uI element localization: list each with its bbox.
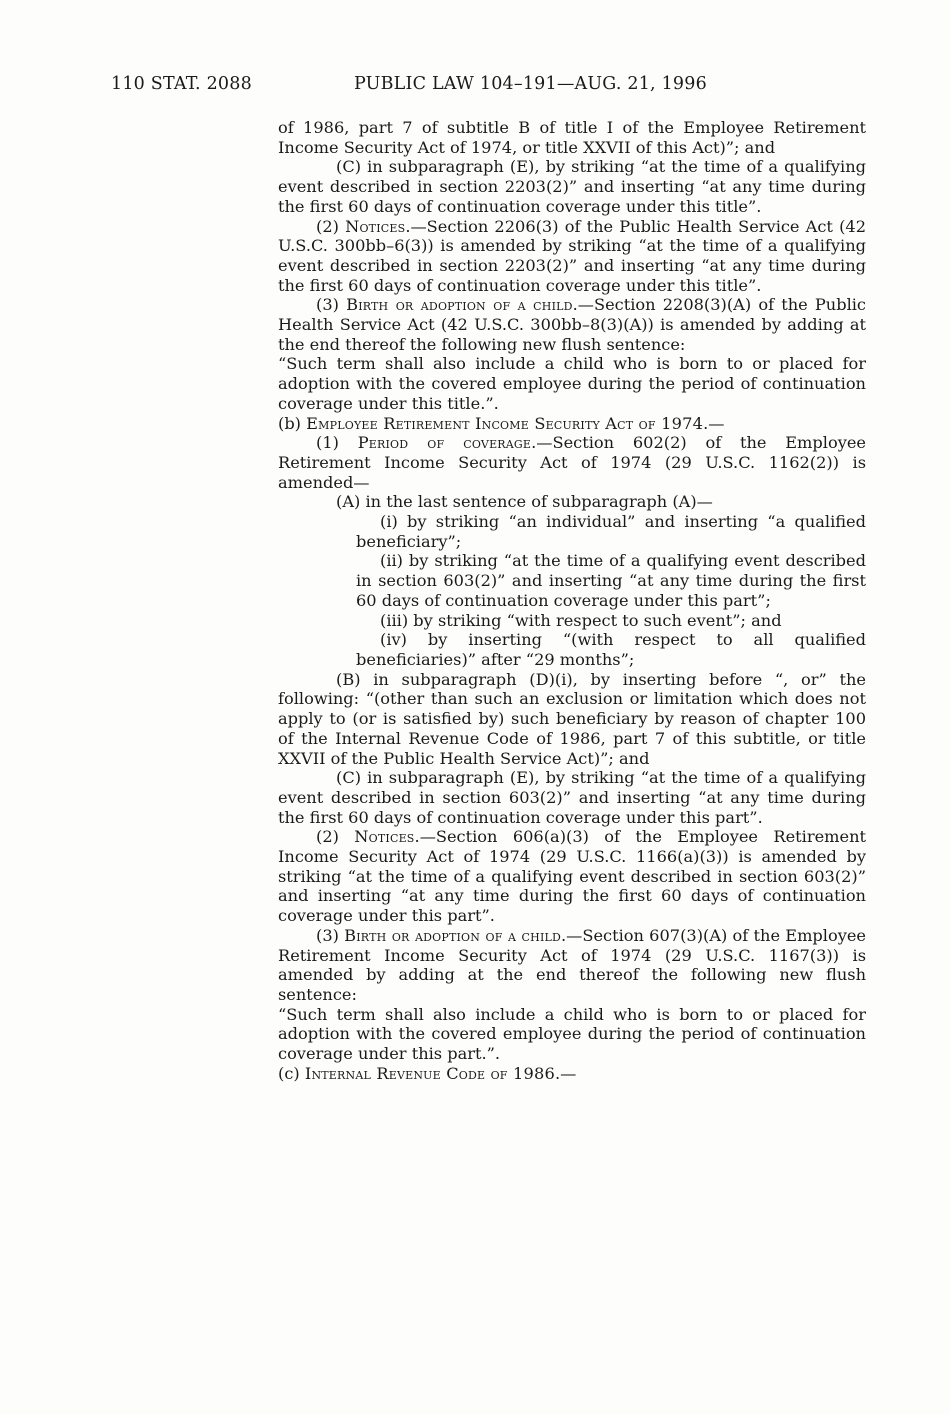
paragraph-text: .—Section 2208(3)(A) of the Public Health Service Act (42 U.S.C. 300bb–8(3)(A)) is amended by adding at the end thereof the following new flush sentence: bbox=[278, 295, 866, 354]
paragraph-text: (ii) by striking “at the time of a qualifying event described in section 603(2)” and inserting “at any time during the first 60 days of continuation coverage under this part”; bbox=[356, 551, 866, 610]
statute-reference: 110 STAT. 2088 bbox=[111, 74, 252, 94]
paragraph-heading: Birth or adoption of a child bbox=[344, 925, 562, 945]
paragraph-text: .—Section 607(3)(A) of the Employee Retirement Income Security Act of 1974 (29 U.S.C. 1167(3)) is amended by adding at the end thereof the following new flush sentence: bbox=[278, 925, 867, 1004]
paragraph-text: (iv) by inserting “(with respect to all qualified beneficiaries)” after “29 months”; bbox=[356, 630, 866, 669]
subsection-b-heading bbox=[278, 414, 866, 434]
paragraph-number: (2) bbox=[316, 216, 346, 236]
paragraph-text: (i) by striking “an individual” and inserting “a qualified beneficiary”; bbox=[356, 512, 866, 551]
paragraph-number: (3) bbox=[316, 295, 347, 315]
paragraph-text: (C) in subparagraph (E), by striking “at the time of a qualifying event described in section 603(2)” and inserting “at any time during the first 60 days of continuation coverage under this part”. bbox=[278, 768, 866, 827]
clause-iii bbox=[278, 611, 866, 631]
paragraph-text: .— bbox=[703, 413, 725, 433]
subsection-heading: Internal Revenue Code of 1986 bbox=[304, 1063, 555, 1083]
paragraph-notices-2 bbox=[278, 827, 866, 926]
law-title: PUBLIC LAW 104–191—AUG. 21, 1996 bbox=[354, 74, 707, 94]
paragraph-text: “Such term shall also include a child who is born to or placed for adoption with the covered employee during the period of continuation coverage under this title.”. bbox=[278, 354, 866, 413]
paragraph-heading: Notices bbox=[345, 216, 406, 236]
paragraph-period-of-coverage bbox=[278, 433, 866, 492]
subparagraph-b bbox=[278, 670, 866, 769]
paragraph-text: (iii) by striking “with respect to such event”; and bbox=[380, 610, 782, 630]
paragraph-text: (C) in subparagraph (E), by striking “at the time of a qualifying event described in section 2203(2)” and inserting “at any time during the first 60 days of continuation coverage under this title”. bbox=[278, 157, 866, 216]
paragraph-heading: Birth or adoption of a child bbox=[346, 295, 573, 315]
flush-sentence-2 bbox=[278, 1005, 866, 1064]
clause-iv bbox=[278, 630, 866, 669]
clause-ii bbox=[278, 551, 866, 610]
paragraph-text: .—Section 602(2) of the Employee Retirement Income Security Act of 1974 (29 U.S.C. 1162(2)) is amended— bbox=[278, 433, 866, 492]
paragraph-number: (3) bbox=[316, 925, 345, 945]
paragraph-heading: Period of coverage bbox=[357, 433, 532, 453]
flush-sentence bbox=[278, 354, 866, 413]
paragraph-text: .— bbox=[554, 1063, 577, 1083]
clause-i bbox=[278, 512, 866, 551]
paragraph-text: .—Section 2206(3) of the Public Health Service Act (42 U.S.C. 300bb–6(3)) is amended by striking “at the time of a qualifying event described in section 2203(2)” and inserting “at any time during the first 60 days of continuation coverage under this title”. bbox=[278, 216, 867, 295]
running-head bbox=[111, 74, 871, 98]
subsection-number: (c) bbox=[278, 1063, 305, 1083]
paragraph-text: of 1986, part 7 of subtitle B of title I of the Employee Retirement Income Security Act of 1974, or title XXVII of this Act)”; and bbox=[278, 118, 866, 157]
paragraph-text: (B) in subparagraph (D)(i), by inserting before “, or” the following: “(other than such an exclusion or limitation which does not apply to (or is satisfied by) such beneficiary by reason of chapter 100 of the Internal Revenue Code of 1986, part 7 of this subtitle, or title XXVII of the Public Health Service Act)”; and bbox=[278, 669, 866, 768]
subsection-c-heading bbox=[278, 1064, 866, 1084]
paragraph-birth-adoption-2 bbox=[278, 926, 866, 1005]
subsection-heading: Employee Retirement Income Security Act of 1974 bbox=[306, 413, 704, 433]
subparagraph-c-2 bbox=[278, 768, 866, 827]
subsection-number: (b) bbox=[278, 413, 307, 433]
paragraph-text: .—Section 606(a)(3) of the Employee Retirement Income Security Act of 1974 (29 U.S.C. 1166(a)(3)) is amended by striking “at the time of a qualifying event described in section 603(2)” and inserting “at any time during the first 60 days of continuation coverage under this part”. bbox=[278, 827, 867, 926]
paragraph-text: “Such term shall also include a child who is born to or placed for adoption with the covered employee during the period of continuation coverage under this part.”. bbox=[278, 1004, 866, 1064]
statute-body bbox=[278, 118, 866, 1083]
paragraph-number: (2) bbox=[316, 827, 355, 847]
paragraph-heading: Notices bbox=[354, 827, 415, 847]
subparagraph-a bbox=[278, 492, 866, 512]
paragraph-continuation bbox=[278, 118, 866, 157]
paragraph-text: (A) in the last sentence of subparagraph (A)— bbox=[336, 492, 713, 512]
paragraph-notices bbox=[278, 217, 866, 296]
paragraph-birth-adoption bbox=[278, 295, 866, 354]
paragraph-number: (1) bbox=[316, 433, 358, 453]
subparagraph-c bbox=[278, 157, 866, 216]
